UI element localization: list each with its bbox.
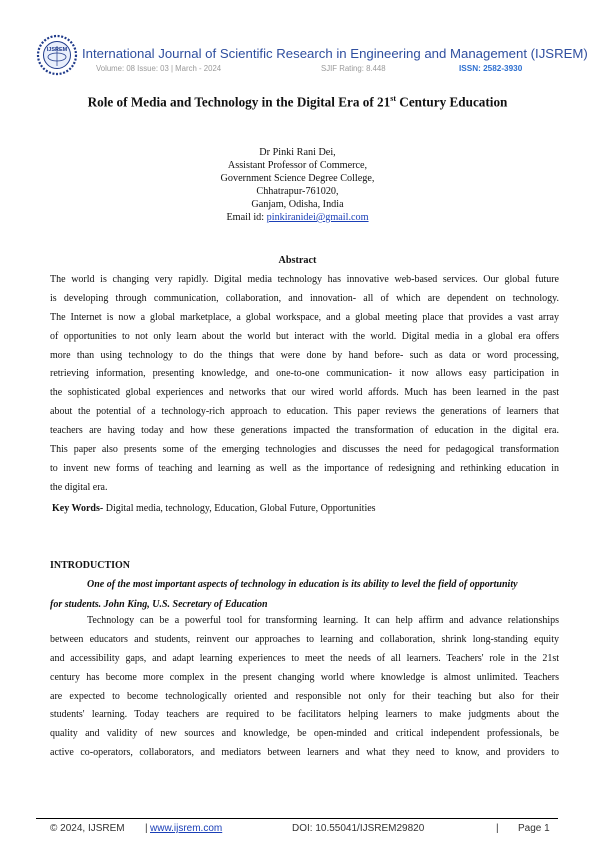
keywords (52, 503, 376, 514)
keywords-text: Digital media, technology, Education, Global Future, Opportunities (103, 503, 376, 514)
abstract-line: the digital era. (50, 481, 108, 493)
author-name: Dr Pinki Rani Dei, (259, 147, 336, 158)
body-line: students' learning. Today teachers are required to be facilitators helping learners to make judgments about the (50, 709, 559, 721)
body-line: Technology can be a powerful tool for transforming learning. It can help affirm and advance relationships (87, 615, 559, 626)
journal-title: International Journal of Scientific Research in Engineering and Management (IJSREM) (82, 46, 588, 61)
abstract-line: about the potential of a technology-rich approach to education. This paper reviews the generations of learners that (50, 406, 559, 418)
footer-separator: | (145, 823, 148, 834)
title-end: Century Education (396, 94, 508, 110)
author-email-line (0, 212, 595, 223)
quote-line: for students. John King, U.S. Secretary of Education (50, 599, 268, 610)
footer-divider (36, 818, 558, 819)
introduction-body (50, 612, 559, 763)
volume-info: Volume: 08 Issue: 03 | March - 2024 (96, 64, 222, 73)
abstract-line: more than using technology to do the things that were done by hand before- such as data or word processing, (50, 349, 559, 361)
abstract-line: is developing through communication, collaboration, and innovation- all of which are dependent on technology. (50, 292, 559, 304)
title-main: Role of Media and Technology in the Digital Era of 21 (87, 94, 391, 110)
svg-text:IJSREM: IJSREM (46, 47, 68, 53)
abstract-body (50, 271, 559, 498)
author-institution: Government Science Degree College, (220, 173, 375, 184)
paper-title (0, 94, 595, 110)
keywords-label: Key Words- (52, 503, 104, 514)
abstract-line: to invent new forms of teaching and learning as well as the importance of redesigning and rethinking education in (50, 462, 559, 474)
body-line: and accessibility gaps, and adapt learning experiences to meet the needs of all learners. Teachers' role in the 21st (50, 652, 559, 664)
footer-website-link[interactable]: www.ijsrem.com (150, 823, 223, 834)
footer-page-number: Page 1 (518, 823, 550, 834)
ijsrem-logo (36, 34, 78, 76)
abstract-line: of opportunities to not only learn about the world but interact with the world. Digital media in a global era offers (50, 330, 559, 342)
body-line: are expected to become technologically oriented and responsible not only for their teaching but also for their (50, 690, 559, 702)
abstract-line: This paper also presents some of the emerging technologies and discusses the need for pedagogical transformation (50, 444, 559, 456)
author-region: Ganjam, Odisha, India (251, 199, 344, 210)
introduction-heading: INTRODUCTION (50, 560, 131, 571)
quote-line: One of the most important aspects of technology in education is its ability to level the field of opportunity (87, 579, 518, 590)
abstract-line: The Internet is now a global marketplace, a global workspace, and a global meeting place that provides a vast array (50, 311, 559, 323)
body-line: quality and validity of new sources and knowledge, be open-minded and critical independent professionals, be (50, 728, 559, 740)
title-superscript: st (390, 94, 396, 103)
footer-copyright: © 2024, IJSREM (50, 823, 125, 834)
abstract-line: retrieving information, presenting knowledge, and one-to-one communication- it now allows easy participation in (50, 368, 559, 380)
abstract-line: teachers are having today and how these generations impacted the transformation of education in the digital era. (50, 425, 559, 437)
abstract-heading: Abstract (278, 255, 317, 266)
issn: ISSN: 2582-3930 (459, 64, 523, 73)
footer-doi: DOI: 10.55041/IJSREM29820 (292, 823, 425, 834)
author-position: Assistant Professor of Commerce, (227, 160, 368, 171)
body-line: active co-operators, collaborators, and mediators between learners and what they need to know, and providers to (50, 747, 559, 759)
body-line: century has become more complex in the present changing world where knowledge is almost unlimited. Teachers (50, 671, 559, 683)
abstract-line: The world is changing very rapidly. Digital media technology has innovative web-based services. Our global future (50, 274, 559, 285)
author-city: Chhatrapur-761020, (256, 186, 339, 197)
body-line: between educators and students, reinvent our approaches to learning and collaboration, shrink long-standing equity (50, 633, 559, 645)
sjif-rating: SJIF Rating: 8.448 (321, 64, 386, 73)
abstract-line: the sophisticated global experiences and networks that our wired world affords. Much has been learned in the past (50, 387, 559, 399)
email-link[interactable]: pinkiranidei@gmail.com (266, 212, 369, 223)
email-label: Email id: (226, 212, 267, 223)
footer-separator: | (496, 823, 499, 834)
introduction-quote (50, 575, 559, 615)
